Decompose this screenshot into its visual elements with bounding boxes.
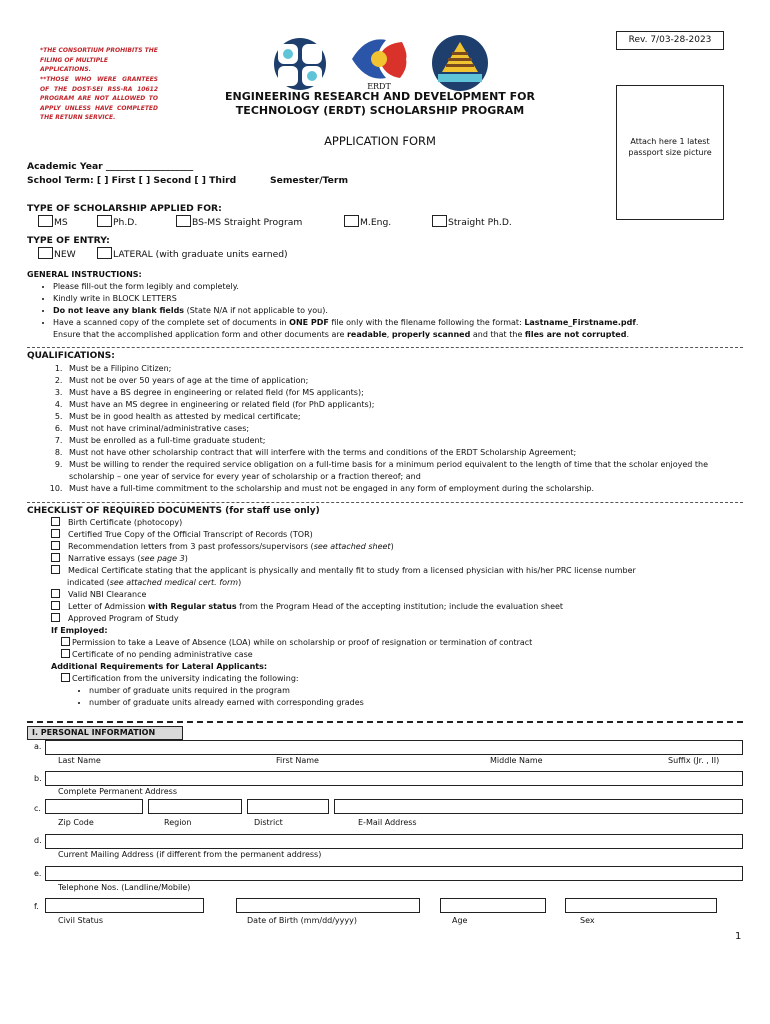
mailing-address-input[interactable] — [45, 834, 743, 849]
checkbox[interactable] — [61, 649, 70, 658]
qualification-item: 9. Must be willing to render the required service obligation on a full-time basis for a minimum period equivalent to the length of time that the scholar enjoyed the scholarship – one year of service for every year of scholarship or a fraction thereof; and — [65, 459, 743, 483]
age-label: Age — [452, 916, 468, 925]
erdt-logo — [346, 34, 412, 92]
lateral-heading: Additional Requirements for Lateral Applicants: — [51, 662, 268, 671]
suffix-label: Suffix (Jr. , II) — [668, 756, 720, 765]
checklist-item-admission[interactable]: Letter of Admission with Regular status from the Program Head of the accepting institution; include the evaluation sheet — [51, 601, 743, 613]
row-letter-c: c. — [34, 804, 41, 813]
checkbox[interactable] — [51, 589, 60, 598]
checkbox[interactable] — [51, 601, 60, 610]
checkbox[interactable] — [176, 215, 191, 227]
qualification-item: 8. Must not have other scholarship contract that will interfere with the terms and conditions of the ERDT Scholarship Agreement; — [65, 447, 743, 459]
date-of-birth-label: Date of Birth (mm/dd/yyyy) — [247, 916, 357, 925]
divider — [27, 502, 743, 503]
row-letter-a: a. — [34, 742, 42, 751]
checklist-item-birth-certificate[interactable]: Birth Certificate (photocopy) — [51, 517, 743, 529]
photo-box[interactable] — [616, 85, 724, 220]
general-instructions — [27, 269, 747, 341]
checkbox[interactable] — [51, 613, 60, 622]
erdt-logo-label: ERDT — [367, 82, 391, 91]
qualification-item: 3. Must have a BS degree in engineering or related field (for MS applicants); — [65, 387, 743, 399]
option-phd[interactable]: Ph.D. — [97, 215, 137, 229]
checkbox[interactable] — [38, 215, 53, 227]
personal-info-heading: I. PERSONAL INFORMATION — [27, 726, 183, 740]
checklist-item-program-of-study[interactable]: Approved Program of Study — [51, 613, 743, 625]
qualification-item: 7. Must be enrolled as a full-time graduate student; — [65, 435, 743, 447]
instructions-heading: GENERAL INSTRUCTIONS: — [27, 270, 142, 279]
checkbox[interactable] — [51, 529, 60, 538]
zip-code-label: Zip Code — [58, 818, 94, 827]
telephone-input[interactable] — [45, 866, 743, 881]
checkbox[interactable] — [51, 541, 60, 550]
option-meng[interactable]: M.Eng. — [344, 215, 391, 229]
qualification-item: 6. Must not have criminal/administrative cases; — [65, 423, 743, 435]
qualification-item: 4. Must have an MS degree in engineering or related field (for PhD applicants); — [65, 399, 743, 411]
sex-label: Sex — [580, 916, 595, 925]
instruction-item: • Please fill-out the form legibly and completely. — [53, 281, 747, 293]
first-name-label: First Name — [276, 756, 319, 765]
checkbox[interactable] — [344, 215, 359, 227]
checklist-item-medical[interactable]: Medical Certificate stating that the applicant is physically and mentally fit to study from a licensed physician with his/her PRC license number indicated (see attached medical cert. form) — [51, 565, 743, 589]
row-letter-d: d. — [34, 836, 42, 845]
zip-code-input[interactable] — [45, 799, 143, 814]
consortium-logo — [270, 36, 330, 92]
option-ms[interactable]: MS — [38, 215, 68, 229]
qualifications-heading: QUALIFICATIONS: — [27, 351, 115, 361]
lateral-sub-item: • number of graduate units already earned with corresponding grades — [89, 697, 743, 709]
row-letter-b: b. — [34, 774, 42, 783]
school-term-field[interactable]: School Term: [ ] First [ ] Second [ ] Third — [27, 175, 237, 186]
entry-type-heading: TYPE OF ENTRY: — [27, 235, 110, 246]
form-title: APPLICATION FORM — [324, 134, 436, 148]
checkbox[interactable] — [432, 215, 447, 227]
checklist-item-essays[interactable]: Narrative essays (see page 3) — [51, 553, 743, 565]
program-title-line2: TECHNOLOGY (ERDT) SCHOLARSHIP PROGRAM — [235, 104, 525, 117]
district-label: District — [254, 818, 283, 827]
last-name-label: Last Name — [58, 756, 101, 765]
option-straight-phd[interactable]: Straight Ph.D. — [432, 215, 512, 229]
region-label: Region — [164, 818, 192, 827]
qualification-item: 10. Must have a full-time commitment to the scholarship and must not be engaged in any form of employment during the scholarship. — [65, 483, 743, 495]
lateral-sub-item: • number of graduate units required in the program — [89, 685, 743, 697]
checklist-item-loa[interactable]: Permission to take a Leave of Absence (LOA) while on scholarship or proof of resignation or termination of contract — [51, 637, 743, 649]
academic-year-field[interactable]: Academic Year ___________________ — [27, 161, 194, 172]
checkbox[interactable] — [61, 673, 70, 682]
row-letter-f: f. — [34, 902, 39, 911]
civil-status-label: Civil Status — [58, 916, 104, 925]
checkbox[interactable] — [61, 637, 70, 646]
revision-box: Rev. 7/03-28-2023 — [616, 31, 724, 50]
age-input[interactable] — [440, 898, 546, 913]
option-lateral[interactable]: LATERAL (with graduate units earned) — [97, 247, 288, 261]
date-of-birth-input[interactable] — [236, 898, 420, 913]
qualification-item: 1. Must be a Filipino Citizen; — [65, 363, 743, 375]
instruction-item: • Kindly write in BLOCK LETTERS — [53, 293, 747, 305]
instruction-item: • Have a scanned copy of the complete set of documents in ONE PDF file only with the filename following the format: Lastname_Firstname.pdf. Ensure that the accomplished application form and other documents are readable, properly scanned and that the files are not corrupted. — [53, 317, 747, 341]
semester-term-label: Semester/Term — [270, 175, 349, 186]
checkbox[interactable] — [97, 215, 112, 227]
employed-heading: If Employed: — [51, 626, 108, 635]
checkbox[interactable] — [97, 247, 112, 259]
divider — [27, 347, 743, 348]
qualifications-list — [27, 363, 743, 495]
instruction-item: • Do not leave any blank fields (State N/A if not applicable to you). — [53, 305, 747, 317]
checklist-item-nbi[interactable]: Valid NBI Clearance — [51, 589, 743, 601]
program-title-line1: ENGINEERING RESEARCH AND DEVELOPMENT FOR — [225, 90, 535, 103]
checklist-item-no-pending-case[interactable]: Certificate of no pending administrative case — [51, 649, 743, 661]
checkbox[interactable] — [38, 247, 53, 259]
option-new[interactable]: NEW — [38, 247, 76, 261]
photo-instruction: Attach here 1 latest passport size picture — [628, 137, 712, 157]
checkbox[interactable] — [51, 517, 60, 526]
divider — [27, 721, 743, 723]
middle-name-label: Middle Name — [490, 756, 543, 765]
email-input[interactable] — [334, 799, 743, 814]
checklist-item-tor[interactable]: Certified True Copy of the Official Transcript of Records (TOR) — [51, 529, 743, 541]
sex-input[interactable] — [565, 898, 717, 913]
option-bs-ms[interactable]: BS-MS Straight Program — [176, 215, 302, 229]
scholarship-type-heading: TYPE OF SCHOLARSHIP APPLIED FOR: — [27, 203, 222, 214]
qualification-item: 2. Must not be over 50 years of age at the time of application; — [65, 375, 743, 387]
checklist-item-certification[interactable]: Certification from the university indicating the following: — [51, 673, 743, 685]
permanent-address-input[interactable] — [45, 771, 743, 786]
checklist-item-recommendations[interactable]: Recommendation letters from 3 past professors/supervisors (see attached sheet) — [51, 541, 743, 553]
checklist-heading: CHECKLIST OF REQUIRED DOCUMENTS (for staff use only) — [27, 506, 320, 516]
checkbox[interactable] — [51, 553, 60, 562]
checkbox[interactable] — [51, 565, 60, 574]
qualification-item: 5. Must be in good health as attested by medical certificate; — [65, 411, 743, 423]
row-letter-e: e. — [34, 869, 42, 878]
permanent-address-label: Complete Permanent Address — [58, 787, 178, 796]
full-name-input[interactable] — [45, 740, 743, 755]
qualifications-section — [27, 350, 743, 495]
dost-sei-logo — [428, 34, 492, 92]
civil-status-input[interactable] — [45, 898, 204, 913]
region-input[interactable] — [148, 799, 242, 814]
consortium-note: *THE CONSORTIUM PROHIBITS THE FILING OF MULTIPLE APPLICATIONS. — [40, 47, 158, 73]
telephone-label: Telephone Nos. (Landline/Mobile) — [58, 883, 191, 892]
page-number: 1 — [735, 931, 742, 942]
mailing-address-label: Current Mailing Address (if different from the permanent address) — [58, 850, 322, 859]
checklist-section — [27, 505, 743, 709]
district-input[interactable] — [247, 799, 329, 814]
grantee-note: **THOSE WHO WERE GRANTEES OF THE DOST-SEI RSS-RA 10612 PROGRAM ARE NOT ALLOWED TO APPLY UNLESS HAVE COMPLETED THE RETURN SERVICE. — [40, 76, 158, 121]
email-label: E-Mail Address — [358, 818, 417, 827]
